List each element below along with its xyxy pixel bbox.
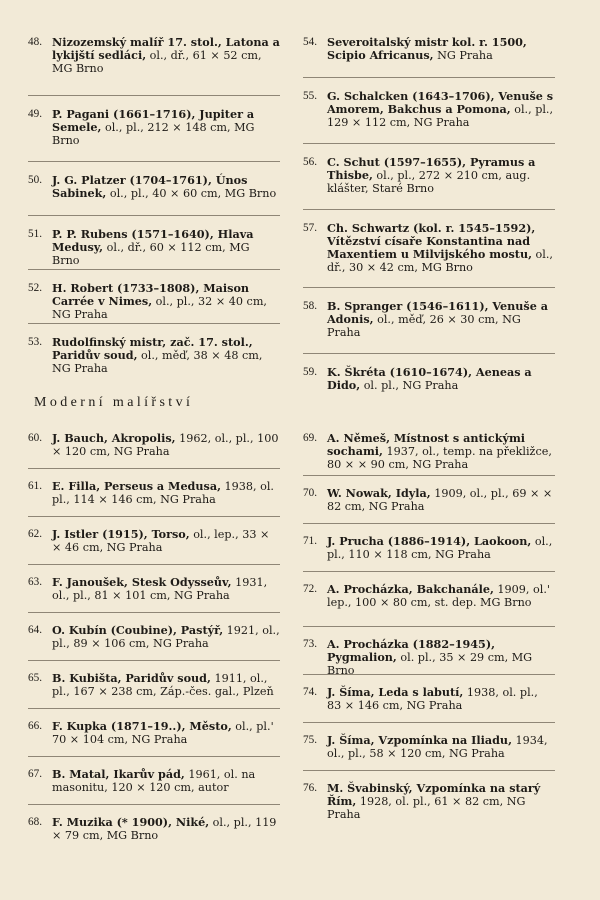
catalog-entry <box>303 734 555 771</box>
entry-number: 72. <box>303 583 317 595</box>
catalog-entry <box>28 432 280 469</box>
entry-details: ol., měď, 38 × 48 cm, NG Praha <box>52 349 263 375</box>
entry-heading: J. Istler (1915), Torso, <box>52 527 190 541</box>
entry-number: 65. <box>28 672 42 684</box>
entry-number: 61. <box>28 480 42 492</box>
catalog-entry <box>28 672 280 709</box>
entry-number: 57. <box>303 222 317 234</box>
catalog-entry <box>28 720 280 757</box>
entry-heading: Rudolfinský mistr, zač. 17. stol., Paridův soud, <box>52 335 253 362</box>
entry-number: 71. <box>303 535 317 547</box>
entry-heading: G. Schalcken (1643–1706), Venuše s Amorem, Bakchus a Pomona, <box>327 89 554 116</box>
entry-number: 76. <box>303 782 317 794</box>
entry-heading: C. Schut (1597–1655), Pyramus a Thisbe, <box>327 155 536 182</box>
entry-heading: J. Bauch, Akropolis, <box>52 431 176 445</box>
catalog-entry <box>28 282 280 324</box>
entry-details: ol., pl., 40 × 60 cm, MG Brno <box>106 187 277 200</box>
entry-details: ol., pl., 272 × 210 cm, aug. klášter, Staré Brno <box>327 169 531 195</box>
entry-heading: O. Kubín (Coubine), Pastýř, <box>52 623 224 637</box>
entry-number: 56. <box>303 156 317 168</box>
catalog-entry <box>28 174 280 216</box>
entry-heading: A. Procházka (1882–1945), Pygmalion, <box>327 637 496 664</box>
catalog-entry <box>303 638 555 675</box>
catalog-entry <box>303 90 555 144</box>
entry-details: 1909, ol., pl., 69 × × 82 cm, NG Praha <box>327 487 553 513</box>
catalog-entry <box>303 156 555 210</box>
entry-details: 1909, ol.' lep., 100 × 80 cm, st. dep. MG Brno <box>327 583 550 609</box>
right-column-bottom <box>303 432 555 832</box>
entry-details: ol., pl., 129 × 112 cm, NG Praha <box>327 103 554 129</box>
entry-heading: B. Matal, Ikarův pád, <box>52 767 185 781</box>
entry-number: 69. <box>303 432 317 444</box>
entry-number: 59. <box>303 366 317 378</box>
entry-heading: F. Kupka (1871–19..), Město, <box>52 719 232 733</box>
entry-number: 48. <box>28 36 42 48</box>
left-column-top <box>28 36 280 389</box>
entry-details: 1921, ol., pl., 89 × 106 cm, NG Praha <box>52 624 280 650</box>
entry-number: 66. <box>28 720 42 732</box>
catalog-entry <box>303 432 555 476</box>
entry-number: 51. <box>28 228 42 240</box>
entry-details: NG Praha <box>433 49 493 62</box>
catalog-entry <box>28 36 280 96</box>
entry-heading: H. Robert (1733–1808), Maison Carrée v Nimes, <box>52 281 250 308</box>
catalog-entry <box>28 816 280 852</box>
entry-details: ol., pl., 212 × 148 cm, MG Brno <box>52 121 255 147</box>
catalog-entry <box>28 528 280 565</box>
entry-number: 58. <box>303 300 317 312</box>
entry-details: ol., dř., 30 × 42 cm, MG Brno <box>327 248 553 274</box>
entry-details: ol., pl., 119 × 79 cm, MG Brno <box>52 816 277 842</box>
catalog-entry <box>303 535 555 572</box>
entry-heading: Severoitalský mistr kol. r. 1500, Scipio Africanus, <box>327 35 527 62</box>
entry-details: ol., měď, 26 × 30 cm, NG Praha <box>327 313 521 339</box>
entry-details: 1928, ol. pl., 61 × 82 cm, NG Praha <box>327 795 526 821</box>
entry-details: 1962, ol., pl., 100 × 120 cm, NG Praha <box>52 432 279 458</box>
catalog-entry <box>28 336 280 389</box>
catalog-entry <box>303 36 555 78</box>
entry-number: 64. <box>28 624 42 636</box>
entry-details: ol. pl., NG Praha <box>360 379 459 392</box>
entry-details: ol., lep., 33 × × 46 cm, NG Praha <box>52 528 270 554</box>
catalog-entry <box>28 576 280 613</box>
entry-details: 1937, ol., temp. na překližce, 80 × × 90 cm, NG Praha <box>327 445 552 471</box>
catalog-entry <box>28 768 280 805</box>
entry-number: 67. <box>28 768 42 780</box>
catalog-entry <box>28 228 280 270</box>
catalog-entry <box>28 624 280 661</box>
right-column-top <box>303 36 555 407</box>
entry-details: 1938, ol. pl., 114 × 146 cm, NG Praha <box>52 480 274 506</box>
entry-heading: A. Procházka, Bakchanále, <box>327 582 494 596</box>
entry-details: 1931, ol., pl., 81 × 101 cm, NG Praha <box>52 576 268 602</box>
catalog-entry <box>303 686 555 723</box>
entry-number: 52. <box>28 282 42 294</box>
entry-heading: W. Nowak, Idyla, <box>327 486 431 500</box>
catalog-entry <box>303 300 555 354</box>
entry-details: ol., pl., 32 × 40 cm, NG Praha <box>52 295 267 321</box>
entry-number: 49. <box>28 108 42 120</box>
left-column-bottom <box>28 432 280 852</box>
entry-details: ol. pl., 35 × 29 cm, MG Brno <box>327 651 533 677</box>
entry-details: 1961, ol. na masonitu, 120 × 120 cm, autor <box>52 768 256 794</box>
entry-number: 54. <box>303 36 317 48</box>
entry-heading: A. Němeš, Místnost s antickými sochami, <box>327 431 526 458</box>
entry-number: 55. <box>303 90 317 102</box>
entry-heading: J. G. Platzer (1704–1761), Únos Sabinek, <box>52 173 248 200</box>
entry-heading: P. P. Rubens (1571–1640), Hlava Medusy, <box>52 227 254 254</box>
entry-heading: J. Šíma, Vzpomínka na Iliadu, <box>327 733 512 747</box>
entry-details: ol., pl., 110 × 118 cm, NG Praha <box>327 535 553 561</box>
entry-number: 50. <box>28 174 42 186</box>
entry-heading: B. Kubišta, Paridův soud, <box>52 671 211 685</box>
catalog-entry <box>303 487 555 524</box>
entry-heading: E. Filla, Perseus a Medusa, <box>52 479 221 493</box>
catalog-entry <box>303 782 555 832</box>
catalog-entry <box>303 222 555 288</box>
catalog-entry <box>303 366 555 407</box>
catalog-entry <box>28 480 280 517</box>
section-title: Moderní malířství <box>34 395 194 410</box>
entry-heading: Nizozemský malíř 17. stol., Latona a lykijští sedláci, <box>52 35 280 62</box>
entry-heading: J. Prucha (1886–1914), Laokoon, <box>327 534 532 548</box>
entry-heading: Ch. Schwartz (kol. r. 1545–1592), Vítězství císaře Konstantina nad Maxentiem u Milvijského mostu, <box>327 221 536 261</box>
entry-heading: K. Škréta (1610–1674), Aeneas a Dido, <box>327 365 532 392</box>
entry-details: ol., dř., 61 × 52 cm, MG Brno <box>52 49 262 75</box>
entry-heading: F. Janoušek, Stesk Odysseův, <box>52 575 232 589</box>
entry-details: 1911, ol., pl., 167 × 238 cm, Záp.-čes. gal., Plzeň <box>52 672 274 698</box>
entry-details: ol., pl.' 70 × 104 cm, NG Praha <box>52 720 274 746</box>
entry-heading: M. Švabinský, Vzpomínka na starý Řím, <box>327 781 541 808</box>
entry-number: 60. <box>28 432 42 444</box>
catalog-entry <box>28 108 280 162</box>
entry-details: 1934, ol., pl., 58 × 120 cm, NG Praha <box>327 734 548 760</box>
entry-number: 75. <box>303 734 317 746</box>
entry-details: ol., dř., 60 × 112 cm, MG Brno <box>52 241 250 267</box>
entry-heading: J. Šíma, Leda s labutí, <box>327 685 464 699</box>
entry-heading: P. Pagani (1661–1716), Jupiter a Semele, <box>52 107 255 134</box>
entry-number: 62. <box>28 528 42 540</box>
catalog-entry <box>303 583 555 627</box>
entry-number: 74. <box>303 686 317 698</box>
entry-number: 53. <box>28 336 42 348</box>
entry-number: 70. <box>303 487 317 499</box>
entry-number: 63. <box>28 576 42 588</box>
entry-details: 1938, ol. pl., 83 × 146 cm, NG Praha <box>327 686 538 712</box>
entry-heading: F. Muzika (* 1900), Niké, <box>52 815 210 829</box>
entry-number: 73. <box>303 638 317 650</box>
entry-number: 68. <box>28 816 42 828</box>
entry-heading: B. Spranger (1546–1611), Venuše a Adonis, <box>327 299 548 326</box>
